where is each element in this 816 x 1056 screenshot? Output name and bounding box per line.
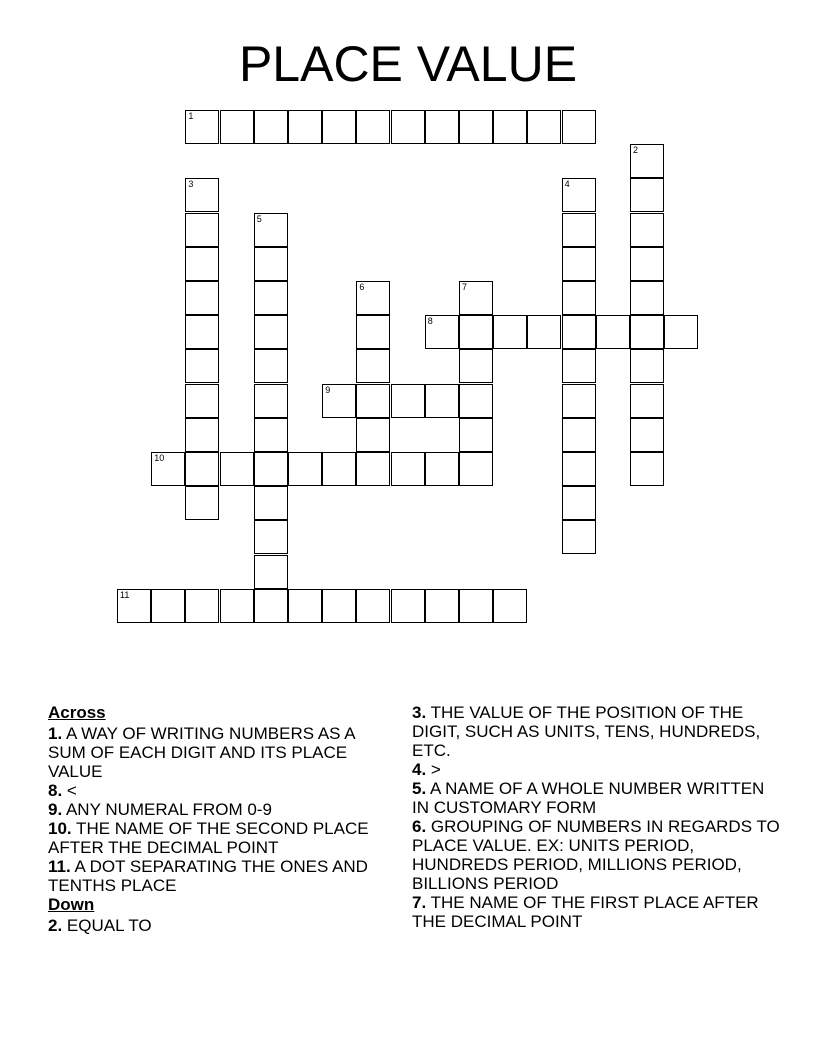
grid-cell[interactable] (562, 178, 596, 212)
grid-cell[interactable] (356, 349, 390, 383)
grid-cell[interactable] (254, 247, 288, 281)
clue-number-label: 3. (412, 703, 427, 722)
across-clue-list (48, 724, 393, 895)
grid-cell[interactable] (288, 110, 322, 144)
grid-cell[interactable] (254, 452, 288, 486)
grid-cell[interactable] (630, 247, 664, 281)
clue-text: GROUPING OF NUMBERS IN REGARDS TO PLACE VALUE. EX: UNITS PERIOD, HUNDREDS PERIOD, MILLIONS PERIOD, BILLIONS PERIOD (412, 817, 780, 893)
grid-cell[interactable] (630, 315, 664, 349)
clue-text: A DOT SEPARATING THE ONES AND TENTHS PLACE (48, 857, 368, 895)
grid-cell[interactable] (220, 110, 254, 144)
grid-cell[interactable] (459, 589, 493, 623)
grid-cell[interactable] (664, 315, 698, 349)
grid-cell[interactable] (356, 315, 390, 349)
grid-cell[interactable] (185, 486, 219, 520)
clue-number: 5 (256, 213, 262, 224)
clue-number: 8 (427, 316, 433, 327)
down-clue-list-left (48, 916, 393, 935)
grid-cell[interactable] (356, 110, 390, 144)
clue-item (412, 817, 782, 893)
grid-cell[interactable] (630, 349, 664, 383)
clue-text: A NAME OF A WHOLE NUMBER WRITTEN IN CUSTOMARY FORM (412, 779, 765, 817)
grid-cell[interactable] (562, 486, 596, 520)
grid-cell[interactable] (425, 110, 459, 144)
grid-cell[interactable] (322, 589, 356, 623)
grid-cell[interactable] (254, 555, 288, 589)
grid-cell[interactable] (254, 349, 288, 383)
clue-number: 1 (188, 111, 194, 121)
clue-number-label: 7. (412, 893, 427, 912)
clue-item (48, 781, 393, 800)
clue-number-label: 10. (48, 819, 72, 838)
grid-cell[interactable] (356, 384, 390, 418)
grid-cell[interactable] (459, 110, 493, 144)
grid-cell[interactable] (425, 384, 459, 418)
grid-cell[interactable] (562, 418, 596, 452)
grid-cell[interactable] (185, 315, 219, 349)
grid-cell[interactable] (254, 589, 288, 623)
grid-cell[interactable] (254, 315, 288, 349)
grid-cell[interactable] (254, 110, 288, 144)
grid-cell[interactable] (459, 281, 493, 315)
grid-cell[interactable] (493, 315, 527, 349)
grid-cell[interactable] (630, 384, 664, 418)
clue-item (412, 779, 782, 817)
clue-number: 7 (462, 282, 468, 292)
grid-cell[interactable] (527, 110, 561, 144)
clues-column-left (48, 703, 393, 935)
grid-cell[interactable] (356, 418, 390, 452)
grid-cell[interactable] (356, 281, 390, 315)
clue-number-label: 2. (48, 916, 63, 935)
grid-cell[interactable] (288, 589, 322, 623)
clue-number: 9 (325, 384, 331, 395)
grid-cell[interactable] (425, 315, 459, 349)
grid-cell[interactable] (562, 247, 596, 281)
grid-cell[interactable] (630, 178, 664, 212)
grid-cell[interactable] (254, 520, 288, 554)
clue-number-label: 9. (48, 800, 63, 819)
grid-cell[interactable] (562, 349, 596, 383)
grid-cell[interactable] (459, 452, 493, 486)
clue-text: > (426, 760, 441, 779)
clue-text: THE NAME OF THE FIRST PLACE AFTER THE DECIMAL POINT (412, 893, 759, 931)
grid-cell[interactable] (562, 520, 596, 554)
grid-cell[interactable] (630, 281, 664, 315)
grid-cell[interactable] (288, 452, 322, 486)
grid-cell[interactable] (596, 315, 630, 349)
grid-cell[interactable] (185, 349, 219, 383)
clue-number-label: 4. (412, 760, 427, 779)
clue-text: THE VALUE OF THE POSITION OF THE DIGIT, SUCH AS UNITS, TENS, HUNDREDS, ETC. (412, 703, 761, 760)
grid-cell[interactable] (254, 281, 288, 315)
grid-cell[interactable] (527, 315, 561, 349)
clue-number-label: 5. (412, 779, 427, 798)
grid-cell[interactable] (254, 213, 288, 247)
grid-cell[interactable] (391, 452, 425, 486)
clue-item (412, 760, 782, 779)
grid-cell[interactable] (459, 315, 493, 349)
clue-item (48, 857, 393, 895)
grid-cell[interactable] (254, 384, 288, 418)
grid-cell[interactable] (562, 315, 596, 349)
grid-cell[interactable] (459, 384, 493, 418)
grid-cell[interactable] (254, 418, 288, 452)
clue-text: < (62, 781, 77, 800)
grid-cell[interactable] (425, 589, 459, 623)
clue-item (48, 724, 393, 781)
grid-cell[interactable] (356, 589, 390, 623)
grid-cell[interactable] (562, 213, 596, 247)
grid-cell[interactable] (356, 452, 390, 486)
grid-cell[interactable] (185, 452, 219, 486)
clue-number: 4 (564, 179, 570, 190)
grid-cell[interactable] (185, 247, 219, 281)
clue-text: A WAY OF WRITING NUMBERS AS A SUM OF EACH DIGIT AND ITS PLACE VALUE (48, 724, 355, 781)
grid-cell[interactable] (254, 486, 288, 520)
grid-cell[interactable] (117, 589, 151, 623)
grid-cell[interactable] (151, 452, 185, 486)
clues-column-right (412, 703, 782, 931)
grid-cell[interactable] (630, 452, 664, 486)
grid-cell[interactable] (391, 384, 425, 418)
grid-cell[interactable] (322, 384, 356, 418)
clue-item (48, 819, 393, 857)
grid-cell[interactable] (185, 589, 219, 623)
clue-number-label: 6. (412, 817, 427, 836)
grid-cell[interactable] (391, 110, 425, 144)
clue-text: EQUAL TO (62, 916, 152, 935)
grid-cell[interactable] (493, 589, 527, 623)
grid-cell[interactable] (185, 281, 219, 315)
clue-item (48, 916, 393, 935)
clue-number-label: 8. (48, 781, 63, 800)
grid-cell[interactable] (562, 281, 596, 315)
clue-number: 6 (359, 282, 365, 292)
grid-cell[interactable] (391, 589, 425, 623)
clue-number: 10 (154, 453, 165, 463)
grid-cell[interactable] (562, 452, 596, 486)
grid-cell[interactable] (630, 144, 664, 178)
grid-cell[interactable] (459, 418, 493, 452)
grid-cell[interactable] (151, 589, 185, 623)
clue-text: THE NAME OF THE SECOND PLACE AFTER THE DECIMAL POINT (48, 819, 369, 857)
grid-cell[interactable] (185, 110, 219, 144)
down-clue-list-right (412, 703, 782, 931)
grid-cell[interactable] (185, 178, 219, 212)
grid-cell[interactable] (493, 110, 527, 144)
clue-number-label: 1. (48, 724, 63, 743)
grid-cell[interactable] (562, 384, 596, 418)
clue-number: 2 (633, 145, 639, 156)
grid-cell[interactable] (185, 384, 219, 418)
clue-item (412, 703, 782, 760)
grid-cell[interactable] (322, 110, 356, 144)
clue-item (412, 893, 782, 931)
grid-cell[interactable] (220, 589, 254, 623)
grid-cell[interactable] (220, 452, 254, 486)
grid-cell[interactable] (630, 418, 664, 452)
clue-number: 3 (188, 179, 194, 190)
grid-cell[interactable] (322, 452, 356, 486)
across-heading: Across (48, 703, 106, 722)
grid-cell[interactable] (630, 213, 664, 247)
grid-cell[interactable] (459, 349, 493, 383)
grid-cell[interactable] (425, 452, 459, 486)
clue-number: 11 (120, 589, 130, 600)
grid-cell[interactable] (562, 110, 596, 144)
down-heading: Down (48, 895, 95, 914)
grid-cell[interactable] (185, 418, 219, 452)
page-title: PLACE VALUE (238, 36, 578, 92)
grid-cell[interactable] (185, 213, 219, 247)
clue-item (48, 800, 393, 819)
clue-number-label: 11. (48, 857, 71, 876)
clue-text: ANY NUMERAL FROM 0-9 (62, 800, 272, 819)
